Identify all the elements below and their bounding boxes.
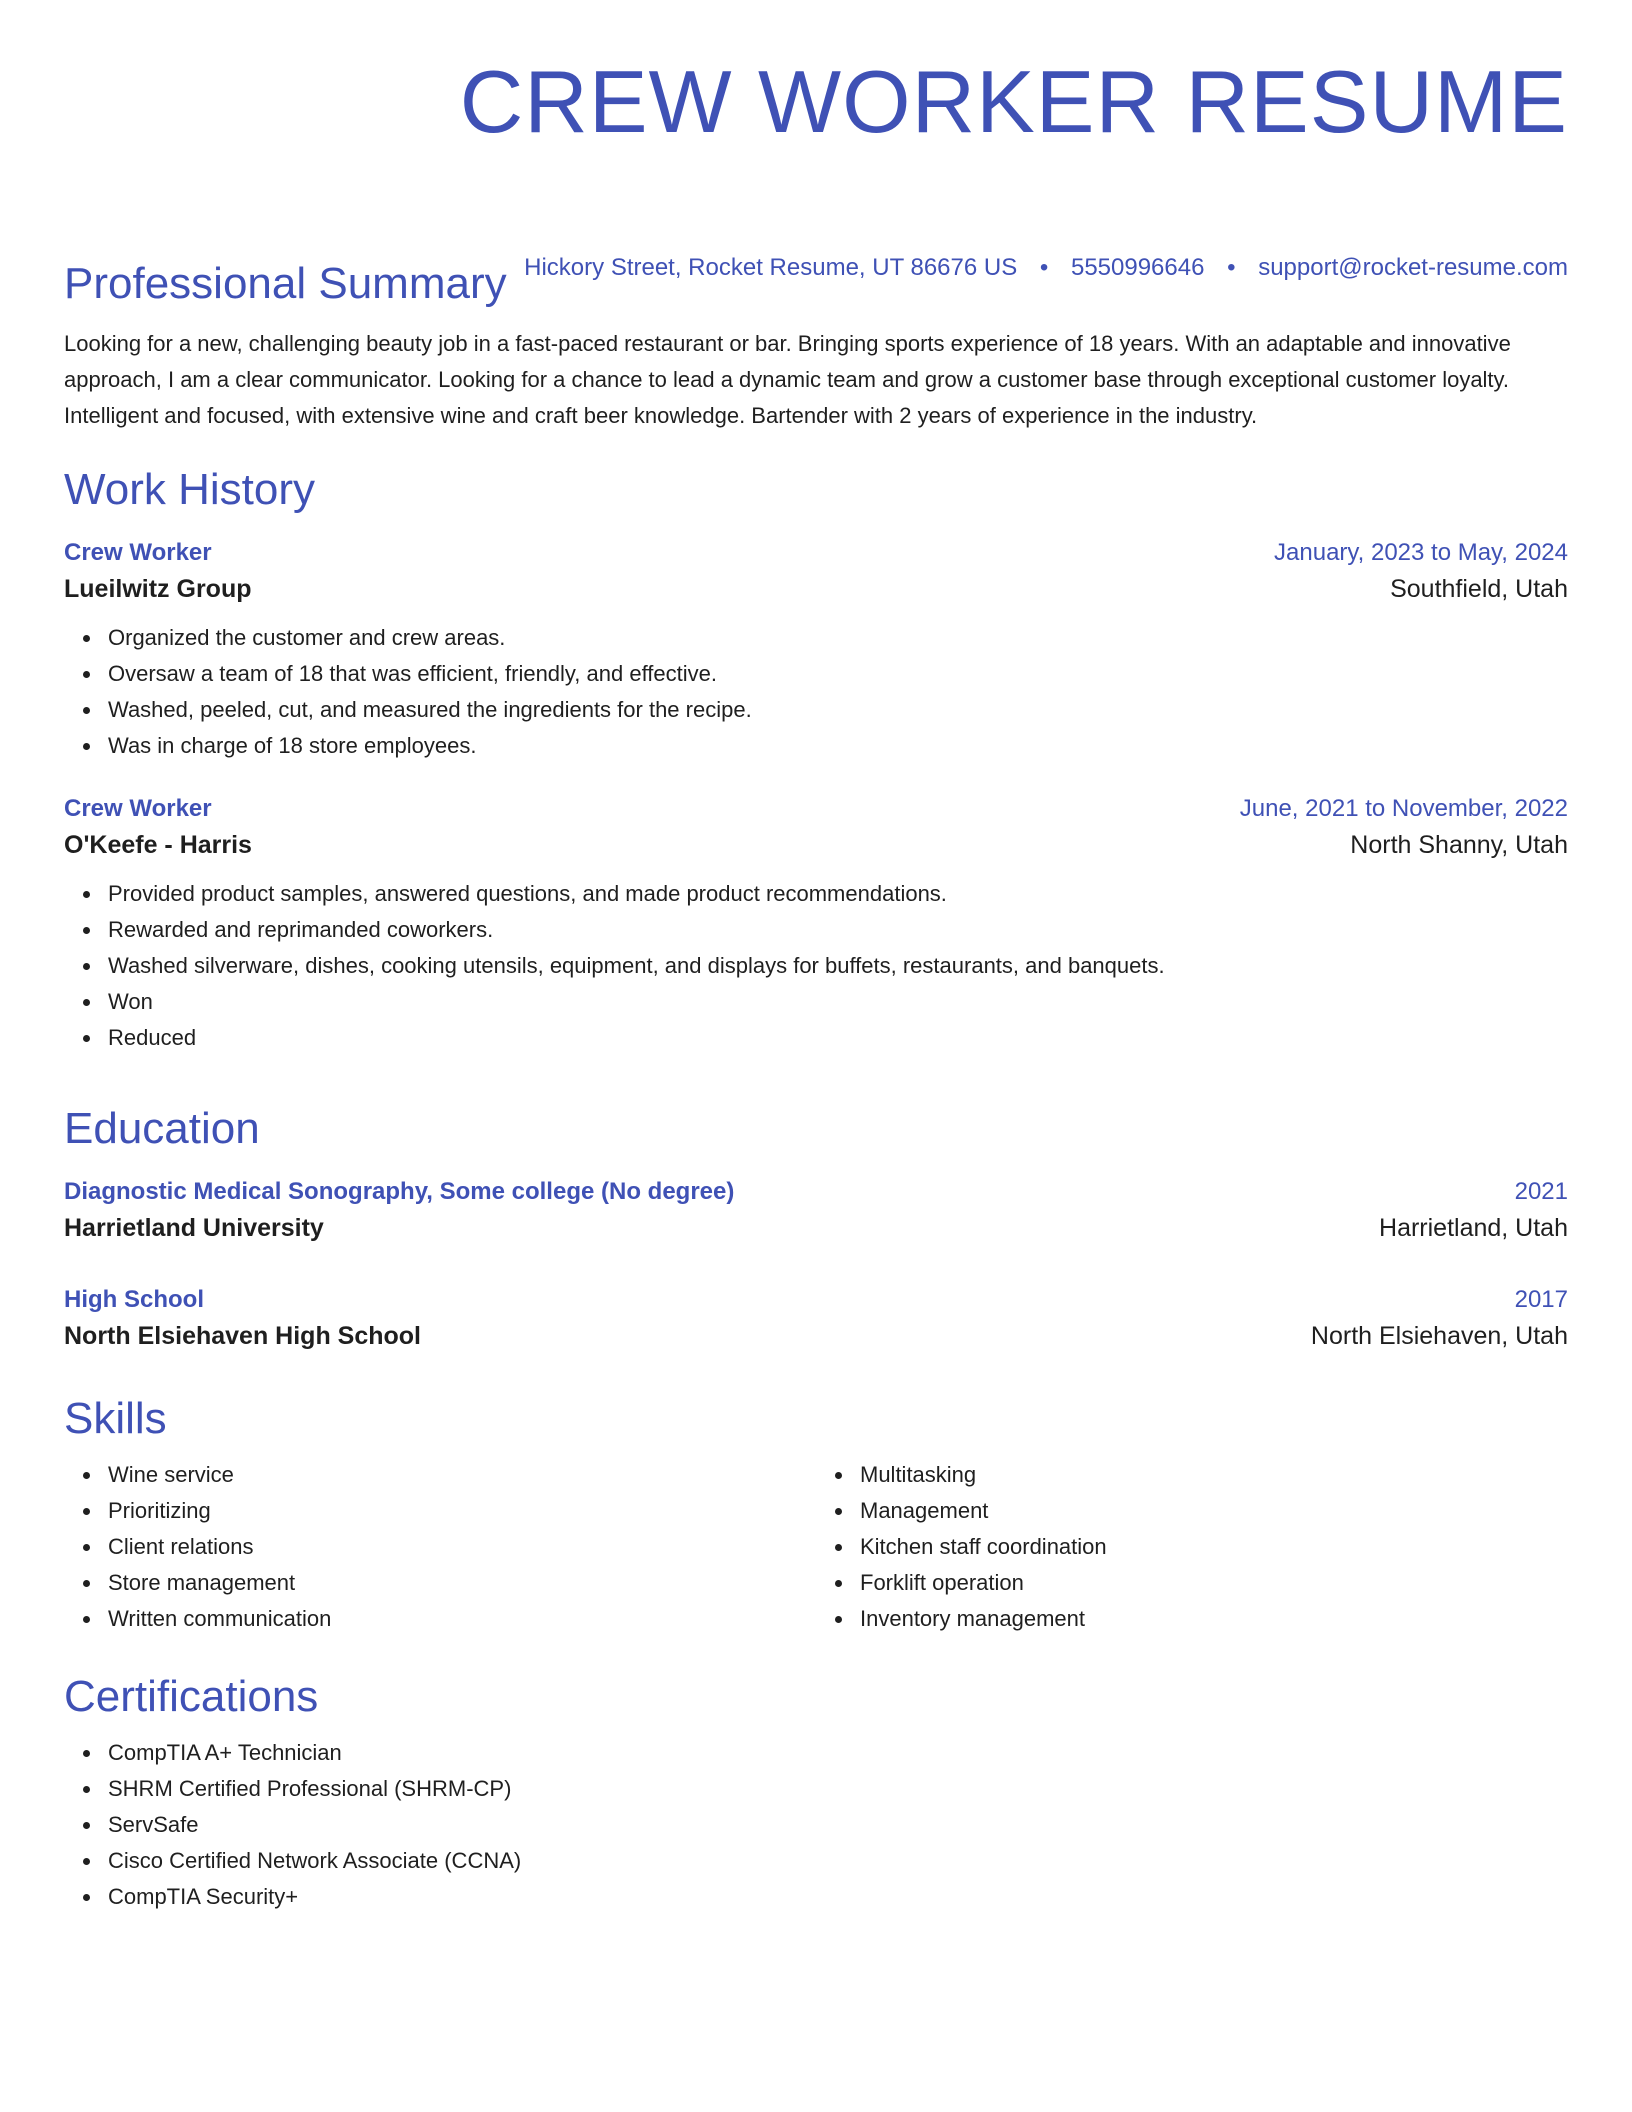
list-item: Store management (108, 1565, 816, 1601)
list-item: Multitasking (860, 1457, 1568, 1493)
list-item: Client relations (108, 1529, 816, 1565)
education-year: 2021 (1514, 1178, 1568, 1205)
job-location: Southfield, Utah (1390, 575, 1568, 603)
job-entry (64, 536, 1568, 764)
summary-section (64, 258, 1568, 434)
job-company: Lueilwitz Group (64, 575, 252, 603)
section-title-education: Education (64, 1104, 260, 1153)
summary-text: Looking for a new, challenging beauty job in a fast-paced restaurant or bar. Bringing sports experience of 18 years. With an adaptable and innovative approach, I am a clear communicator. Looking for a chance to lead a dynamic team and grow a customer base through exceptional customer loyalty. Intelligent and focused, with extensive wine and craft beer knowledge. Bartender with 2 years of experience in the industry. (64, 331, 1511, 428)
job-dates: June, 2021 to November, 2022 (1239, 795, 1568, 822)
skills-list-left (64, 1457, 816, 1637)
job-dates: January, 2023 to May, 2024 (1274, 539, 1568, 566)
list-item: SHRM Certified Professional (SHRM-CP) (108, 1771, 1568, 1807)
skills-list-right (816, 1457, 1568, 1637)
skills-section (64, 1393, 1568, 1637)
list-item: Was in charge of 18 store employees. (108, 728, 1568, 764)
list-item: Prioritizing (108, 1493, 816, 1529)
list-item: CompTIA Security+ (108, 1879, 1568, 1915)
education-entry (64, 1283, 1568, 1355)
list-item: Reduced (108, 1020, 1568, 1056)
list-item: Oversaw a team of 18 that was efficient, friendly, and effective. (108, 656, 1568, 692)
list-item: Kitchen staff coordination (860, 1529, 1568, 1565)
education-location: Harrietland, Utah (1379, 1214, 1568, 1242)
section-title-certifications: Certifications (64, 1672, 319, 1721)
resume-name: CREW WORKER RESUME (459, 52, 1568, 151)
list-item: ServSafe (108, 1807, 1568, 1843)
list-item: Won (108, 984, 1568, 1020)
job-duties (64, 876, 1568, 1056)
education-year: 2017 (1514, 1286, 1568, 1313)
list-item: Wine service (108, 1457, 816, 1493)
certifications-section (64, 1671, 1568, 1915)
skills-grid (64, 1445, 1568, 1637)
job-location: North Shanny, Utah (1350, 831, 1568, 859)
list-item: Organized the customer and crew areas. (108, 620, 1568, 656)
contact-separator: • (1039, 254, 1049, 281)
contact-email: support@rocket-resume.com (1258, 254, 1568, 281)
list-item: CompTIA A+ Technician (108, 1735, 1568, 1771)
education-school: Harrietland University (64, 1214, 324, 1242)
education-degree: High School (64, 1286, 204, 1313)
job-entry (64, 792, 1568, 1056)
section-title-skills: Skills (64, 1394, 167, 1443)
work-history-section (64, 464, 1568, 1056)
section-title-work-history: Work History (64, 465, 315, 514)
education-school: North Elsiehaven High School (64, 1322, 421, 1350)
list-item: Cisco Certified Network Associate (CCNA) (108, 1843, 1568, 1879)
list-item: Rewarded and reprimanded coworkers. (108, 912, 1568, 948)
list-item: Forklift operation (860, 1565, 1568, 1601)
contact-phone: 5550996646 (1070, 254, 1205, 281)
list-item: Inventory management (860, 1601, 1568, 1637)
education-degree: Diagnostic Medical Sonography, Some college (No degree) (64, 1178, 735, 1205)
list-item: Washed, peeled, cut, and measured the ingredients for the recipe. (108, 692, 1568, 728)
list-item: Written communication (108, 1601, 816, 1637)
education-location: North Elsiehaven, Utah (1310, 1322, 1568, 1350)
job-role: Crew Worker (64, 795, 212, 822)
job-duties (64, 620, 1568, 764)
list-item: Washed silverware, dishes, cooking utensils, equipment, and displays for buffets, restaurants, and banquets. (108, 948, 1568, 984)
list-item: Management (860, 1493, 1568, 1529)
education-section (64, 1103, 1568, 1355)
contact-separator: • (1227, 254, 1236, 281)
certifications-list (64, 1735, 1568, 1915)
job-role: Crew Worker (64, 539, 212, 566)
list-item: Provided product samples, answered questions, and made product recommendations. (108, 876, 1568, 912)
education-entry (64, 1175, 1568, 1247)
job-company: O'Keefe - Harris (64, 831, 252, 859)
section-title-summary: Professional Summary (64, 259, 507, 308)
contact-address: Hickory Street, Rocket Resume, UT 86676 US (524, 254, 1018, 281)
